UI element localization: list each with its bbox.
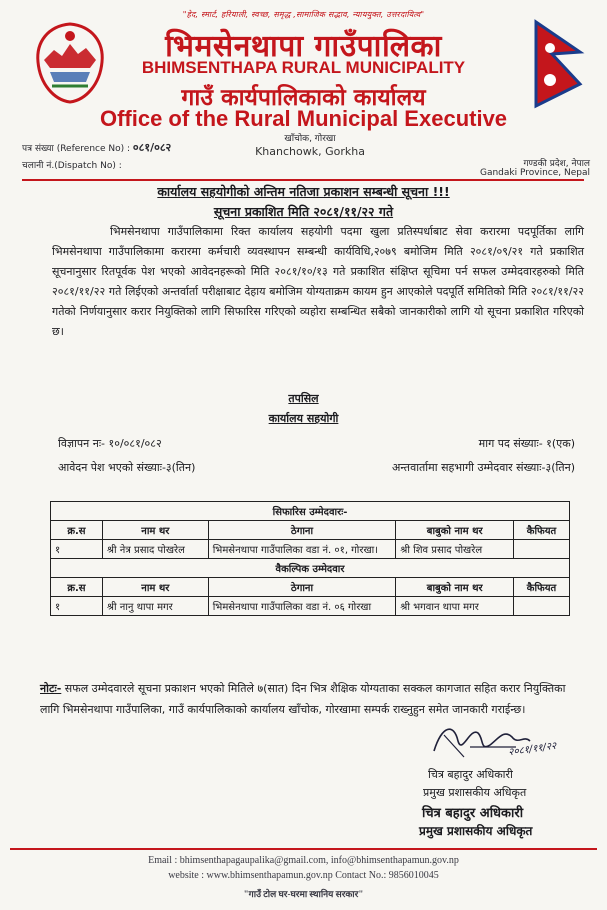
- cell-father: श्री शिव प्रसाद पोखरेल: [396, 540, 514, 559]
- office-name-en: Office of the Rural Municipal Executive: [99, 106, 508, 131]
- cell-address: भिमसेनथापा गाउँपालिका वडा नं. ०१, गोरखा।: [208, 540, 396, 559]
- stamp-position: प्रमुख प्रशासकीय अधिकृत: [419, 824, 533, 838]
- col-header-address: ठेगाना: [208, 578, 396, 597]
- handwritten-signature: [420, 715, 595, 765]
- note-paragraph: [40, 678, 585, 720]
- cell-name: श्री नेत्र प्रसाद पोखरेल: [102, 540, 208, 559]
- footer-email: Email : bhimsenthapagaupalika@gmail.com, info@bhimsenthapamun.gov.np: [148, 855, 459, 866]
- col-header-name: नाम थर: [102, 578, 208, 597]
- province-np: गण्डकी प्रदेश, नेपाल: [523, 159, 590, 169]
- demand-count: माग पद संख्याः- १(एक): [478, 437, 575, 450]
- recommended-caption: सिफारिस उम्मेदवारः-: [51, 502, 570, 521]
- table-row: [51, 597, 570, 616]
- cell-sn: १: [51, 597, 103, 616]
- footer-tagline: "गाउँ टोल घर-घरमा स्थानिय सरकार": [243, 889, 364, 899]
- cell-father: श्री भगवान थापा मगर: [396, 597, 514, 616]
- alternate-caption: वैकल्पिक उम्मेदवार: [51, 559, 570, 578]
- notice-date: सूचना प्रकाशित मिति २०८१/११/२२ गते: [213, 204, 394, 219]
- note-label: नोटः-: [40, 682, 62, 695]
- col-header-name: नाम थर: [102, 521, 208, 540]
- notice-title: कार्यालय सहयोगीको अन्तिम नतिजा प्रकाशन सम्बन्धी सूचना !!!: [157, 184, 450, 199]
- cell-remarks: [514, 597, 570, 616]
- table-row: [51, 540, 570, 559]
- signatory-name: चित्र बहादुर अधिकारी: [428, 768, 513, 781]
- cell-name: श्री नानु थापा मगर: [102, 597, 208, 616]
- advertisement-number: विज्ञापन नः- १०/०८१/०८२: [58, 437, 162, 450]
- stamp-name: चित्र बहादुर अधिकारी: [422, 806, 524, 821]
- col-header-address: ठेगाना: [208, 521, 396, 540]
- cell-remarks: [514, 540, 570, 559]
- footer-website: website : www.bhimsenthapamun.gov.np Contact No.: 9856010045: [168, 870, 439, 881]
- signature-date: २०८१/११/२२: [507, 740, 558, 759]
- location-np: खाँचोक, गोरखा: [284, 134, 336, 144]
- header-divider: [22, 179, 584, 181]
- applicant-count: आवेदन पेश भएको संख्याः-३(तिन): [58, 461, 196, 474]
- header-motto: "हेद, स्मार्ट, हरियाली, स्वच्छ, समृद्ध ,सामाजिक सद्भाव, न्याययुक्त, उत्तरदायित्व": [182, 10, 425, 19]
- interviewee-count: अन्तवार्तामा सहभागी उम्मेदवार संख्याः-३(तिन): [392, 461, 575, 474]
- signatory-position: प्रमुख प्रशासकीय अधिकृत: [423, 786, 527, 799]
- office-name-np: गाउँ कार्यपालिकाको कार्यालय: [181, 85, 426, 111]
- col-header-father: बाबुको नाम थर: [396, 578, 514, 597]
- notice-body: भिमसेनथापा गाउँपालिकामा रिक्त कार्यालय सहयोगी पदमा खुला प्रतिस्पर्धाबाट सेवा करारमा पदपूर्तिका लागि भिमसेनथापा गाउँपालिकामा करारमा कर्मचारी व्यवस्थापन सम्बन्धी कार्यविधि,२०७९ बमोजिम मिति २०८१/०९/२१ गते प्रकाशित सूचनानुसार रितपूर्वक पेश भएको आवेदनहरूको मिति २०८१/१०/१३ गते प्रकाशित संक्षिप्त सूचिमा पर्न सफल उम्मेदवारहरुको मिति २०८१/११/२२ गते लिईएको अन्तर्वार्ता परीक्षाबाट देहाय बमोजिम योग्यताक्रम कायम हुन आएकोले पदपूर्ति समितिको मिति २०८१/११/२२ गतेको निर्णयानुसार करार नियुक्तिको लागि सिफारिस गरिएको व्यहोरा सम्बन्धित सबैको जानकारीको लागि यो सूचना प्रकाशित गरिएको छ।: [52, 225, 584, 338]
- col-header-remarks: कैफियत: [514, 578, 570, 597]
- col-header-sn: क्र.स: [51, 578, 103, 597]
- reference-number: [22, 140, 171, 155]
- recommended-candidates-table: [50, 501, 570, 616]
- cell-sn: १: [51, 540, 103, 559]
- col-header-remarks: कैफियत: [514, 521, 570, 540]
- post-title: कार्यालय सहयोगी: [268, 412, 339, 425]
- municipality-name-np: भिमसेनथापा गाउँपालिका: [165, 29, 442, 64]
- reference-value: ०८१/०८२: [132, 141, 172, 154]
- note-text: सफल उम्मेदवारले सूचना प्रकाशन भएको मितिले ७(सात) दिन भित्र शैक्षिक योग्यताका सक्कल कागजात सहित करार नियुक्तिका लागि भिमसेनथापा गाउँपालिका, गाउँ कार्यपालिकाको कार्यालय खाँचोक, गोरखामा सम्पर्क राख्नुहुन समेत जानकारी गराईन्छ।: [40, 682, 566, 716]
- dispatch-number: चलानी नं.(Dispatch No) :: [22, 161, 122, 171]
- cell-address: भिमसेनथापा गाउँपालिका वडा नं. ०६ गोरखा: [208, 597, 396, 616]
- location-en: Khanchowk, Gorkha: [255, 145, 365, 158]
- footer-divider: [10, 848, 597, 850]
- province-en: Gandaki Province, Nepal: [479, 168, 590, 178]
- municipality-name-en: BHIMSENTHAPA RURAL MUNICIPALITY: [141, 58, 466, 77]
- col-header-sn: क्र.स: [51, 521, 103, 540]
- col-header-father: बाबुको नाम थर: [396, 521, 514, 540]
- reference-label: पत्र संख्या (Reference No) :: [22, 144, 131, 154]
- annex-heading: तपसिल: [288, 392, 319, 405]
